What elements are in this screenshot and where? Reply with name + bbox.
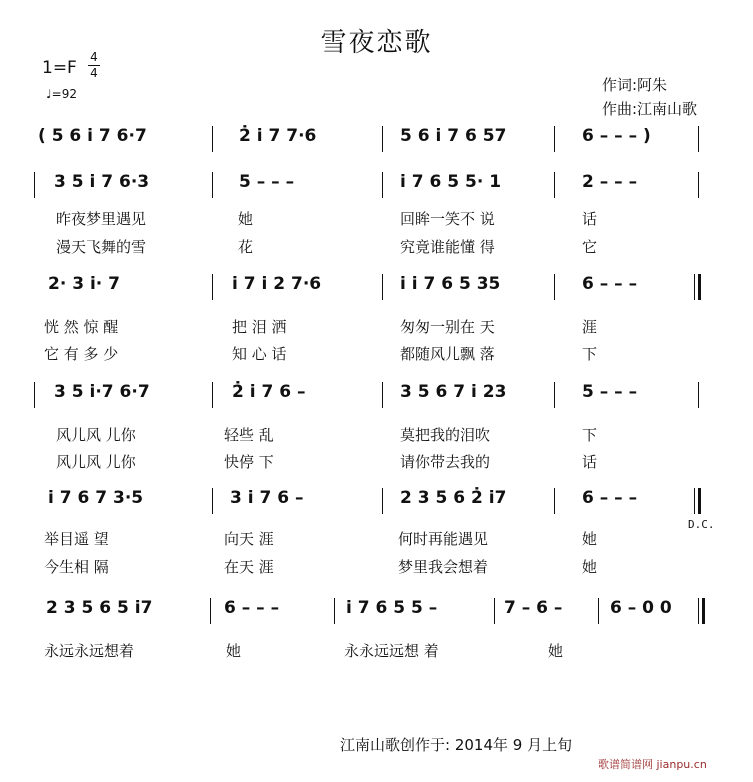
repeat-start-barline: [34, 172, 35, 198]
barline: [334, 598, 335, 624]
lyric-verse-2: 它: [582, 238, 598, 256]
barline: [698, 126, 699, 152]
final-barline: [698, 598, 699, 624]
lyric-verse-1: 何时再能遇见: [398, 530, 489, 548]
barline: [382, 488, 383, 514]
measure: 3 5 i 7 6·3: [54, 172, 150, 192]
barline: [698, 382, 699, 408]
barline: [554, 382, 555, 408]
da-capo-marking: D.C.: [688, 518, 715, 531]
measure: 6 – – – ): [582, 126, 651, 146]
lyric-verse-1: 莫把我的泪吹: [400, 426, 491, 444]
measure: 7 – 6 –: [504, 598, 563, 618]
measure: 2· 3 i· 7: [48, 274, 120, 294]
lyric-verse-2: 知 心 话: [232, 345, 287, 363]
lyric-verse-2: 风儿风 儿你: [56, 453, 136, 471]
measure: i 7 6 7 3·5: [48, 488, 144, 508]
barline: [210, 598, 211, 624]
meter-bottom: 4: [90, 66, 98, 80]
barline: [382, 274, 383, 300]
lyric-verse-1: 昨夜梦里遇见: [56, 210, 147, 228]
composer-credit: 作曲:江南山歌: [602, 100, 698, 118]
key-signature: 1=F: [42, 58, 77, 78]
score-line-1: [34, 126, 714, 154]
measure: 5 6 i 7 6 57: [400, 126, 507, 146]
repeat-start-barline: [34, 382, 35, 408]
lyric-verse-1: 她: [226, 642, 242, 660]
lyric-verse-1: 她: [238, 210, 254, 228]
measure: 2 3 5 6 2̇ i7: [400, 488, 507, 508]
barline: [598, 598, 599, 624]
barline: [698, 172, 699, 198]
lyric-verse-1: 轻些 乱: [224, 426, 274, 444]
lyric-verse-1: 匆匆一别在 天: [400, 318, 495, 336]
measure: 6 – – –: [582, 488, 638, 508]
lyric-verse-1: 举目遥 望: [44, 530, 109, 548]
lyric-verse-2: 下: [582, 345, 598, 363]
measure: 6 – – –: [582, 274, 638, 294]
final-barline-thick: [702, 598, 705, 624]
measure: 6 – 0 0: [610, 598, 672, 618]
repeat-end-barline-thick: [698, 274, 701, 300]
measure: 2 – – –: [582, 172, 638, 192]
lyric-verse-1: 风儿风 儿你: [56, 426, 136, 444]
lyric-verse-2: 快停 下: [224, 453, 274, 471]
lyric-verse-2: 梦里我会想着: [398, 558, 489, 576]
lyric-verse-1: 向天 涯: [224, 530, 274, 548]
time-signature: [88, 50, 100, 81]
barline: [554, 488, 555, 514]
barline: [212, 126, 213, 152]
score-line-6: [34, 598, 714, 626]
lyric-verse-1: 永永远远想 着: [344, 642, 439, 660]
lyric-verse-1: 恍 然 惊 醒: [44, 318, 119, 336]
score-line-5: [34, 488, 714, 516]
composition-date: 江南山歌创作于: 2014年 9 月上旬: [340, 736, 573, 754]
measure: 3 i 7 6 –: [230, 488, 304, 508]
lyric-verse-1: 永远永远想着: [44, 642, 135, 660]
lyric-verse-1: 她: [548, 642, 564, 660]
barline: [554, 172, 555, 198]
barline: [212, 274, 213, 300]
measure: i 7 6 5 5· 1: [400, 172, 502, 192]
measure: 5 – – –: [239, 172, 295, 192]
tempo-marking: ♩=92: [46, 87, 77, 101]
measure: i 7 6 5 5 –: [346, 598, 438, 618]
measure: i 7 i 2 7·6: [232, 274, 322, 294]
repeat-end-barline: [694, 274, 695, 300]
lyric-verse-1: 回眸一笑不 说: [400, 210, 495, 228]
measure: 3 5 i·7 6·7: [54, 382, 150, 402]
lyric-verse-2: 花: [238, 238, 254, 256]
lyric-verse-2: 漫天飞舞的雪: [56, 238, 147, 256]
lyric-verse-2: 请你带去我的: [400, 453, 491, 471]
barline: [212, 382, 213, 408]
barline: [494, 598, 495, 624]
lyric-verse-1: 话: [582, 210, 598, 228]
barline: [382, 172, 383, 198]
lyric-verse-2: 究竟谁能懂 得: [400, 238, 495, 256]
barline: [212, 172, 213, 198]
watermark: 歌谱简谱网 jianpu.cn: [598, 758, 707, 771]
lyric-verse-2: 她: [582, 558, 598, 576]
measure: 5 – – –: [582, 382, 638, 402]
repeat-end-barline-thick: [698, 488, 701, 514]
lyric-verse-1: 她: [582, 530, 598, 548]
score-line-4: [34, 382, 714, 410]
score-line-2: [34, 172, 714, 200]
lyric-verse-2: 都随风儿飘 落: [400, 345, 495, 363]
repeat-end-barline: [694, 488, 695, 514]
measure: 2 3 5 6 5 i7: [46, 598, 153, 618]
lyric-verse-2: 话: [582, 453, 598, 471]
lyric-verse-2: 它 有 多 少: [44, 345, 119, 363]
barline: [554, 274, 555, 300]
score-line-3: [34, 274, 714, 302]
measure: 2̇ i 7 6 –: [232, 382, 306, 402]
measure: i i 7 6 5 35: [400, 274, 501, 294]
lyric-verse-1: 涯: [582, 318, 598, 336]
lyric-verse-1: 下: [582, 426, 598, 444]
barline: [382, 126, 383, 152]
lyric-verse-2: 今生相 隔: [44, 558, 109, 576]
meter-top: 4: [90, 50, 98, 64]
barline: [212, 488, 213, 514]
lyricist-credit: 作词:阿朱: [602, 76, 668, 94]
song-title: 雪夜恋歌: [320, 28, 433, 58]
measure: 3 5 6 7 i 23: [400, 382, 507, 402]
lyric-verse-1: 把 泪 洒: [232, 318, 287, 336]
measure: ( 5 6 i 7 6·7: [38, 126, 147, 146]
lyric-verse-2: 在天 涯: [224, 558, 274, 576]
barline: [554, 126, 555, 152]
measure: 2̇ i 7 7·6: [239, 126, 317, 146]
measure: 6 – – –: [224, 598, 280, 618]
barline: [382, 382, 383, 408]
